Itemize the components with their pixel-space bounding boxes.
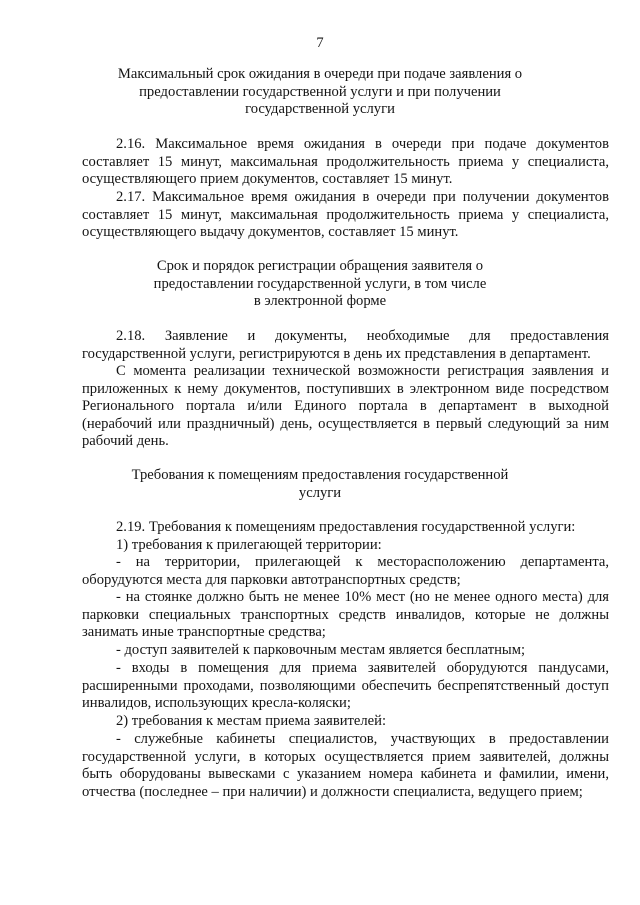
bullet-offices: - служебные кабинеты специалистов, участвующих в предоставлении государственной услуги, в которых осуществляется прием заявителей, должны быть оборудованы вывесками с указанием номера кабинета и фамилии, имени, отчества (последнее – при наличии) и должности специалиста, ведущего прием;	[82, 731, 609, 800]
bullet-disabled-parking: - на стоянке должно быть не менее 10% мест (но не менее одного места) для парковки специальных транспортных средств инвалидов, которые не должны занимать иные транспортные средства;	[82, 589, 609, 641]
paragraph-2-18-electronic: С момента реализации технической возможности регистрация заявления и приложенных к нему документов, поступивших в электронном виде посредством Регионального портала и/или Единого портала в департамент в выходной (нерабочий или праздничный) день, осуществляется в первый следующий за ним рабочий день.	[82, 363, 609, 450]
page-number: 7	[316, 35, 324, 51]
section-heading-premises: Требования к помещениям предоставления государственной услуги	[131, 467, 509, 501]
section-heading-waiting-time: Максимальный срок ожидания в очереди при подаче заявления о предоставлении государственной услуги и при получении государственной услуги	[117, 66, 523, 118]
paragraph-2-18: 2.18. Заявление и документы, необходимые для предоставления государственной услуги, регистрируются в день их представления в департамент.	[82, 328, 609, 362]
bullet-entrances: - входы в помещения для приема заявителей оборудуются пандусами, расширенными проходами, позволяющими обеспечить беспрепятственный доступ инвалидов, использующих кресла-коляски;	[82, 660, 609, 712]
bullet-parking-places: - на территории, прилегающей к месторасположению департамента, оборудуются места для парковки автотранспортных средств;	[82, 554, 609, 588]
paragraph-2-16: 2.16. Максимальное время ожидания в очереди при подаче документов составляет 15 минут, максимальная продолжительность приема у специалиста, осуществляющего прием документов, составляет 15 минут.	[82, 136, 609, 188]
section-heading-registration: Срок и порядок регистрации обращения заявителя о предоставлении государственной услуги, в том числе в электронной форме	[153, 258, 487, 310]
list-item-reception-places: 2) требования к местам приема заявителей:	[116, 713, 387, 729]
bullet-free-access: - доступ заявителей к парковочным местам является бесплатным;	[116, 642, 526, 658]
paragraph-2-17: 2.17. Максимальное время ожидания в очереди при получении документов составляет 15 минут, максимальная продолжительность приема у специалиста, осуществляющего выдачу документов, составляет 15 минут.	[82, 189, 609, 241]
list-item-territory: 1) требования к прилегающей территории:	[116, 536, 382, 553]
paragraph-2-19: 2.19. Требования к помещениям предоставления государственной услуги: 1) требования к прилегающей территории:	[82, 519, 609, 554]
